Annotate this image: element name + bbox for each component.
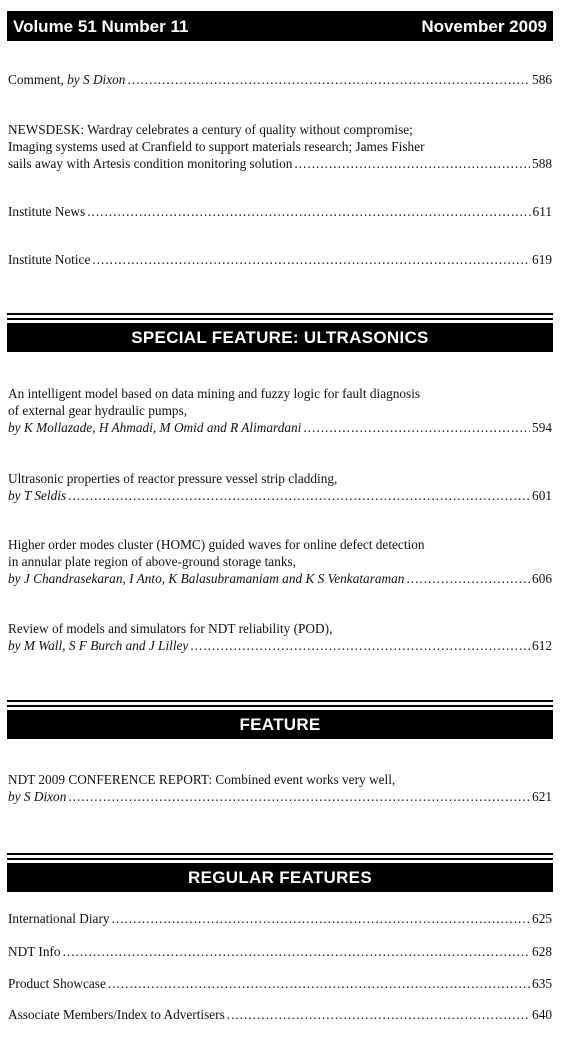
dot-leader [406, 570, 530, 587]
entry-author: by K Mollazade, H Ahmadi, M Omid and R Alimardani [8, 420, 302, 435]
toc-entry-institute-news[interactable] [8, 203, 552, 220]
dot-leader [63, 943, 530, 960]
page-number: 635 [532, 976, 552, 991]
toc-entry-article[interactable] [8, 536, 552, 587]
page-number: 611 [532, 204, 552, 219]
issue-header-bar [7, 11, 553, 41]
toc-entry-newsdesk[interactable] [8, 121, 552, 172]
toc-entry-institute-notice[interactable] [8, 251, 552, 268]
page-number: 619 [532, 252, 552, 267]
dot-leader [190, 637, 530, 654]
entry-title: Institute Notice [8, 252, 91, 267]
entry-title-line: Review of models and simulators for NDT reliability (POD), [8, 621, 333, 636]
entry-title-line: sails away with Artesis condition monitoring solution [8, 156, 293, 171]
page-number: 625 [532, 911, 552, 926]
section-special-feature [7, 313, 553, 352]
section-rule [7, 858, 553, 860]
section-rule [7, 705, 553, 707]
entry-title-line: An intelligent model based on data mining and fuzzy logic for fault diagnosis [8, 386, 421, 401]
entry-title-line: NDT 2009 CONFERENCE REPORT: Combined event works very well, [8, 772, 396, 787]
toc-entry-product-showcase[interactable] [8, 975, 552, 992]
entry-title-line: of external gear hydraulic pumps, [8, 403, 188, 418]
entry-title: NDT Info [8, 944, 61, 959]
section-feature [7, 700, 553, 739]
page-number: 601 [532, 488, 552, 503]
page-number: 640 [532, 1007, 552, 1022]
issue-date: November 2009 [421, 17, 547, 36]
page-number: 621 [532, 789, 552, 804]
entry-title-line: Imaging systems used at Cranfield to support materials research; James Fisher [8, 139, 425, 154]
entry-author: by S Dixon [67, 72, 126, 87]
page-number: 606 [532, 571, 552, 586]
dot-leader [92, 251, 530, 268]
dot-leader [294, 155, 530, 172]
dot-leader [108, 975, 530, 992]
dot-leader [227, 1006, 530, 1023]
entry-author: by M Wall, S F Burch and J Lilley [8, 638, 189, 653]
dot-leader [112, 910, 531, 927]
entry-title-line: in annular plate region of above-ground storage tanks, [8, 554, 297, 569]
page-number: 586 [532, 72, 552, 87]
toc-entry-article[interactable] [8, 385, 552, 436]
entry-author: by T Seldis [8, 488, 67, 503]
entry-title: Associate Members/Index to Advertisers [8, 1007, 225, 1022]
toc-entry-international-diary[interactable] [8, 910, 552, 927]
dot-leader [127, 71, 530, 88]
toc-entry-ndt-info[interactable] [8, 943, 552, 960]
page-number: 588 [532, 156, 552, 171]
section-title: REGULAR FEATURES [7, 863, 553, 892]
entry-title: Institute News [8, 204, 86, 219]
dot-leader [87, 203, 530, 220]
page-number: 594 [532, 420, 552, 435]
entry-author: by S Dixon [8, 789, 67, 804]
dot-leader [303, 419, 530, 436]
entry-title: Comment, [8, 72, 68, 87]
toc-entry-article[interactable] [8, 470, 552, 504]
entry-title: Product Showcase [8, 976, 106, 991]
toc-entry-comment[interactable] [8, 71, 552, 88]
entry-title-line: Ultrasonic properties of reactor pressure vessel strip cladding, [8, 471, 338, 486]
dot-leader [68, 487, 530, 504]
entry-title: International Diary [8, 911, 110, 926]
page-number: 612 [532, 638, 552, 653]
entry-title-line: Higher order modes cluster (HOMC) guided waves for online defect detection [8, 537, 425, 552]
section-rule [7, 853, 553, 855]
page-number: 628 [532, 944, 552, 959]
volume-number: Volume 51 Number 11 [13, 17, 189, 36]
section-rule [7, 318, 553, 320]
entry-title-line: NEWSDESK: Wardray celebrates a century of quality without compromise; [8, 122, 413, 137]
dot-leader [68, 788, 530, 805]
section-title: FEATURE [7, 710, 553, 739]
section-rule [7, 313, 553, 315]
entry-author: by J Chandrasekaran, I Anto, K Balasubramaniam and K S Venkataraman [8, 571, 405, 586]
toc-entry-article[interactable] [8, 620, 552, 654]
toc-entry-conference-report[interactable] [8, 771, 552, 805]
section-title: SPECIAL FEATURE: ULTRASONICS [7, 323, 553, 352]
section-regular-features [7, 853, 553, 892]
toc-entry-associate-members[interactable] [8, 1006, 552, 1023]
section-rule [7, 700, 553, 702]
